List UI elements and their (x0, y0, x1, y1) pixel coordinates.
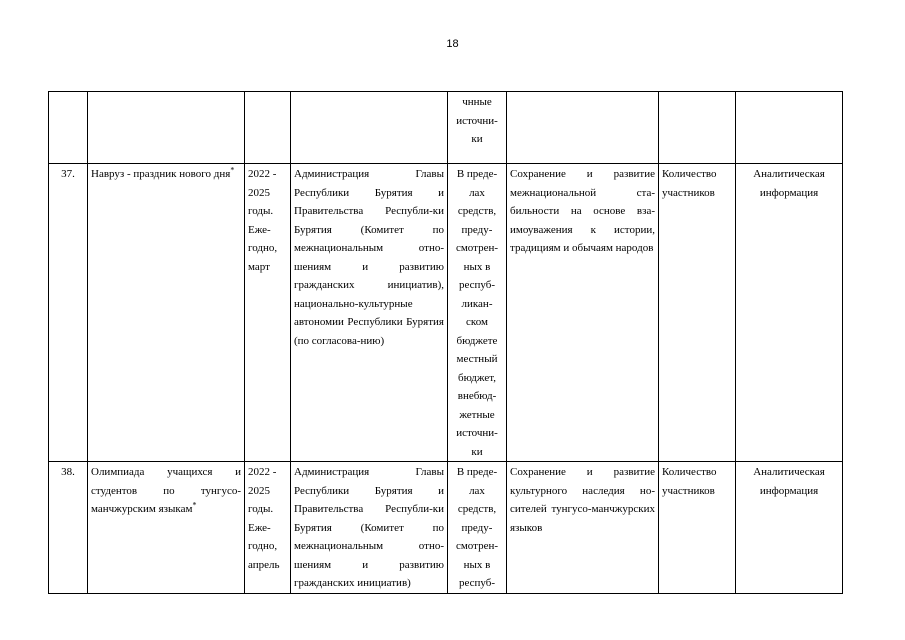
events-table (48, 91, 843, 594)
table-row (49, 164, 843, 462)
period-cell: 2022 - 2025 годы. Еже- годно, апрель (245, 462, 291, 594)
indicator-cell (659, 92, 736, 164)
period-cell (245, 92, 291, 164)
row-number: 37. (49, 164, 88, 462)
period-cell: 2022 - 2025 годы. Еже- годно, март (245, 164, 291, 462)
activity-cell (88, 92, 245, 164)
indicator-cell: Количество участников (659, 462, 736, 594)
footnote-mark: * (230, 165, 235, 175)
organizers-cell: Администрация Главы Республики Бурятия и Правительства Республи-ки Бурятия (Комитет по межнациональным отно-шениям и развитию гражданских инициатив) (291, 462, 448, 594)
financing-cell: В преде- лах средств, преду- смотрен- ных в респуб- (448, 462, 507, 594)
activity-text: Навруз - праздник нового дня (91, 168, 231, 180)
footnote-mark: * (192, 500, 197, 510)
financing-cell: чнные источни- ки (448, 92, 507, 164)
activity-cell (88, 462, 245, 594)
organizers-cell (291, 92, 448, 164)
report-cell (736, 92, 843, 164)
financing-cell: В преде- лах средств, преду- смотрен- ных в респуб- ликан- ском бюджете местный бюджет, внебюд- жетные источни- ки (448, 164, 507, 462)
activity-cell (88, 164, 245, 462)
num-cell (49, 92, 88, 164)
goal-cell: Сохранение и развитие культурного наследия но-сителей тунгусо-манчжурских языков (507, 462, 659, 594)
table-row (49, 462, 843, 594)
page-number: 18 (446, 38, 459, 50)
goal-cell: Сохранение и развитие межнациональной ста-бильности на основе вза-имоуважения к истории, традициям и обычаям народов (507, 164, 659, 462)
row-number: 38. (49, 462, 88, 594)
report-cell: Аналитическая информация (736, 164, 843, 462)
goal-cell (507, 92, 659, 164)
organizers-cell: Администрация Главы Республики Бурятия и Правительства Республи-ки Бурятия (Комитет по межнациональным отно-шениям и развитию гражданских инициатив), национально-культурные автономии Республики Бурятия (по согласова-нию) (291, 164, 448, 462)
indicator-cell: Количество участников (659, 164, 736, 462)
table-row-continuation (49, 92, 843, 164)
report-cell: Аналитическая информация (736, 462, 843, 594)
activity-text: Олимпиада учащихся и студентов по тунгусо-манчжурским языкам (91, 466, 241, 515)
